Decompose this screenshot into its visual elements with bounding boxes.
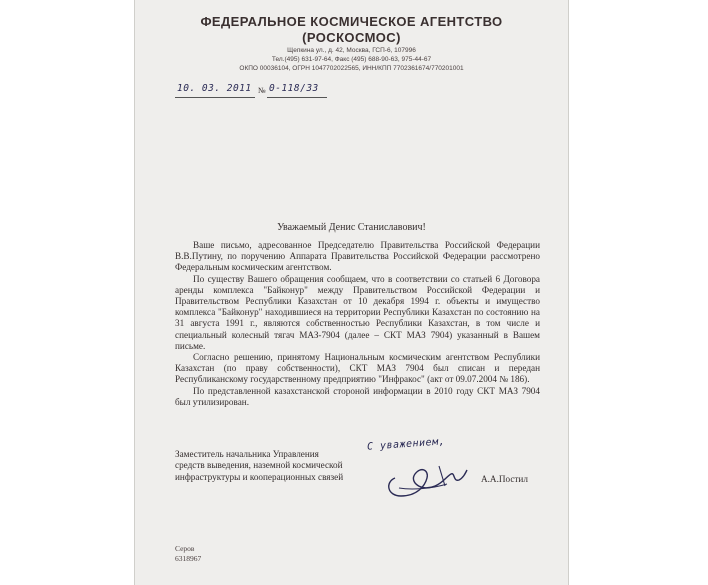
- signatory-position: [175, 449, 375, 483]
- date-underline: [175, 97, 255, 98]
- org-phones: Тел.(495) 631-97-64, Факс (495) 688-90-63, 975-44-67: [271, 56, 432, 63]
- body-paragraph: По представленной казахстанской стороной информации в 2010 году СКТ МАЗ 7904 был утилизирован.: [175, 385, 540, 407]
- executor-name: Серов: [175, 544, 195, 553]
- letter-body: [175, 240, 540, 408]
- position-line: средств выведения, наземной космической: [175, 460, 343, 471]
- handwritten-signature: [381, 456, 473, 502]
- letter-page: [134, 0, 569, 585]
- org-abbreviation: (РОСКОСМОС): [302, 30, 401, 45]
- body-paragraph: По существу Вашего обращения сообщаем, что в соответствии со статьей 6 Договора аренды комплекса "Байконур" между Правительством Российской Федерации и Правительством Республики Казахстан от 10 декабря 1994 г. объекты и имущество комплекса "Байконур" находившиеся на территории Республики Казахстан по состоянию на 31 августа 1991 г., являются собственностью Республики Казахстан, в том числе и специальный колесный тягач МАЗ-7904 (далее – СКТ МАЗ 7904) указанный в Вашем письме.: [175, 273, 540, 351]
- position-line: инфраструктуры и кооперационных связей: [175, 471, 344, 482]
- position-line: Заместитель начальника Управления: [175, 449, 319, 459]
- org-title: ФЕДЕРАЛЬНОЕ КОСМИЧЕСКОЕ АГЕНТСТВО: [200, 14, 503, 29]
- body-paragraph: Ваше письмо, адресованное Председателю Правительства Российской Федерации В.В.Путину, по поручению Аппарата Правительства Российской Федерации рассмотрено Федеральным космическим агентством.: [175, 240, 540, 273]
- body-paragraph: Согласно решению, принятому Национальным космическим агентством Республики Казахстан (по праву собственности), СКТ МАЗ 7904 был списан и передан Республиканскому государственному предприятию "Инфракос" (акт от 09.07.2004 № 186).: [175, 352, 540, 385]
- number-underline: [267, 97, 327, 98]
- letter-date: 10. 03. 2011: [177, 83, 252, 94]
- handwritten-closing: С уважением,: [366, 436, 446, 453]
- number-label: №: [258, 86, 266, 95]
- org-address: Щепкина ул., д. 42, Москва, ГСП-6, 107996: [287, 47, 416, 54]
- org-codes: ОКПО 00036104, ОГРН 1047702022565, ИНН/КПП 7702361674/770201001: [239, 65, 464, 72]
- greeting: Уважаемый Денис Станиславович!: [277, 222, 426, 233]
- letter-number: 0-118/33: [269, 83, 319, 94]
- executor-phone: 6318967: [175, 554, 202, 563]
- signatory-name: А.А.Постил: [481, 474, 528, 484]
